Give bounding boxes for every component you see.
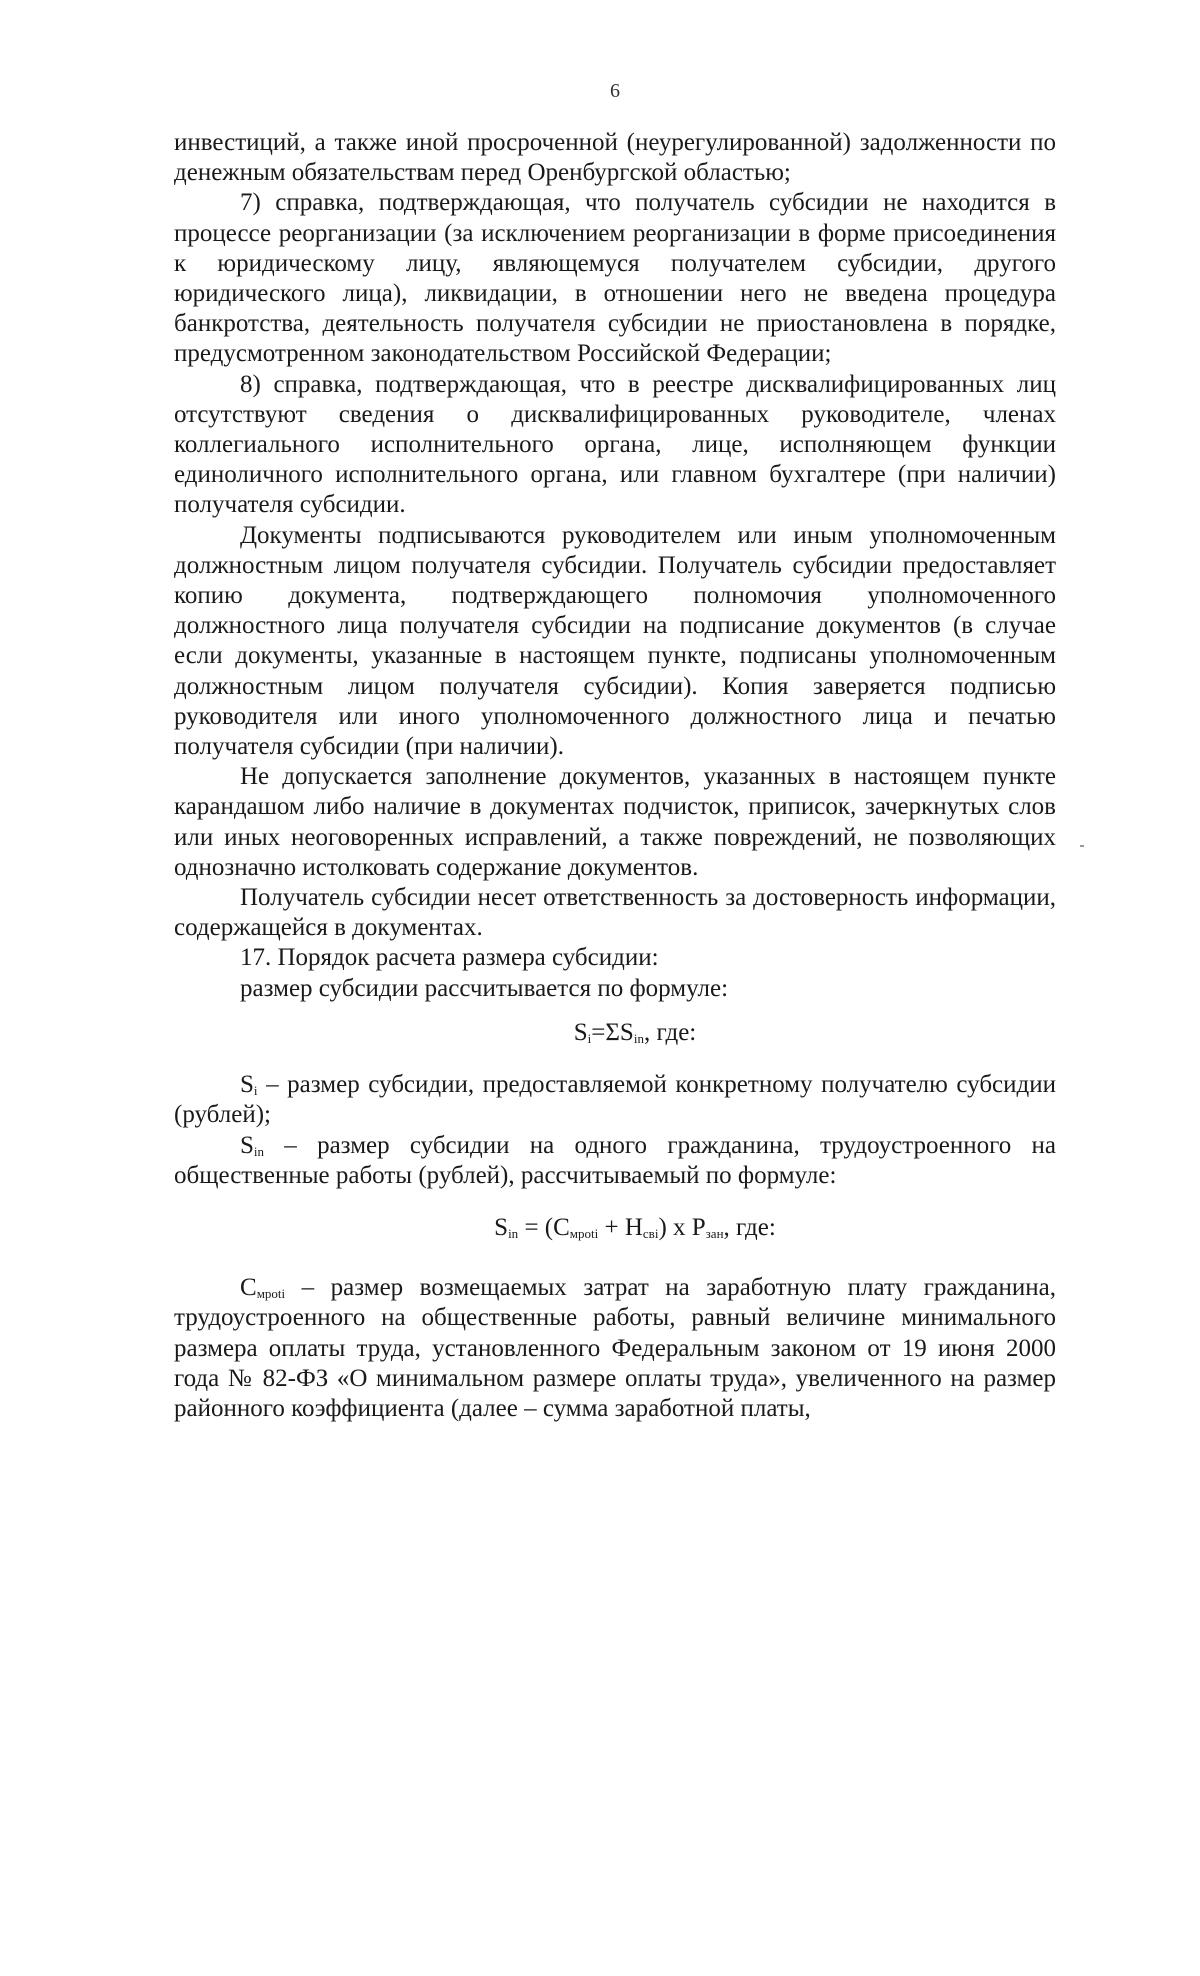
definition-cmrot: $С_{мроti}$ – размер возмещаемых затрат на заработную плату гражданина, трудоустроенного на общественные работы, равный величине минимального размера оплаты труда, установленного Федеральным законом от 19 июня 2000 года № 82-ФЗ «О минимальном размере оплаты труда», увеличенного на размер районного коэффициента (далее – сумма заработной платы, <box>174 1274 1056 1422</box>
paragraph-item-8: 8) справка, подтверждающая, что в реестре дисквалифицированных лиц отсутствуют сведения о дисквалифицированных руководителе, членах коллегиального исполнительного органа, лице, исполняющем функции единоличного исполнительного органа, или главном бухгалтере (при наличии) получателя субсидии. <box>174 370 1056 519</box>
paragraph-debt-continuation: инвестиций, а также иной просроченной (неурегулированной) задолженности по денежным обязательствам перед Оренбургской областью; <box>174 129 1056 187</box>
paragraph-responsibility: Получатель субсидии несет ответственность за достоверность информации, содержащейся в документах. <box>174 884 1056 942</box>
document-body <box>174 128 1056 1424</box>
paragraph-item-7: 7) справка, подтверждающая, что получатель субсидии не находится в процессе реорганизации (за исключением реорганизации в форме присоединения к юридическому лицу, являющемуся получателем субсидии, другого юридического лица), ликвидации, в отношении него не введена процедура банкротства, деятельность получателя субсидии не приостановлена в порядке, предусмотренном законодательством Российской Федерации; <box>174 189 1056 368</box>
definition-si: $S_i$ – размер субсидии, предоставляемой конкретному получателю субсидии (рублей); <box>174 1071 1056 1129</box>
formula-total-subsidy: $S_i=\Sigma S_{in}$, где: <box>573 1018 697 1046</box>
paragraph-formula-intro: размер субсидии рассчитывается по формуле: <box>240 974 729 1002</box>
paragraph-section-17: 17. Порядок расчета размера субсидии: <box>240 944 659 972</box>
definition-sin: $S_{in}$ – размер субсидии на одного гражданина, трудоустроенного на общественные работы (рублей), рассчитываемый по формуле: <box>174 1131 1056 1189</box>
paragraph-signing-documents: Документы подписываются руководителем или иным уполномоченным должностным лицом получателя субсидии. Получатель субсидии предоставляет копию документа, подтверждающего полномочия уполномоченного должностного лица получателя субсидии на подписание документов (в случае если документы, указанные в настоящем пункте, подписаны уполномоченным должностным лицом получателя субсидии). Копия заверяется подписью руководителя или иного уполномоченного должностного лица и печатью получателя субсидии (при наличии). <box>174 521 1056 761</box>
page-number: 6 <box>610 80 620 102</box>
formula-per-citizen-subsidy: $S_{in} = (С_{мроti} + Н_{свi})$ х $Р_{зан}$, где: <box>494 1213 776 1241</box>
paragraph-no-pencil: Не допускается заполнение документов, указанных в настоящем пункте карандашом либо наличие в документах подчисток, приписок, зачеркнутых слов или иных неоговоренных исправлений, а также повреждений, не позволяющих однозначно истолковать содержание документов. <box>174 763 1056 881</box>
scan-speck <box>1080 845 1084 847</box>
